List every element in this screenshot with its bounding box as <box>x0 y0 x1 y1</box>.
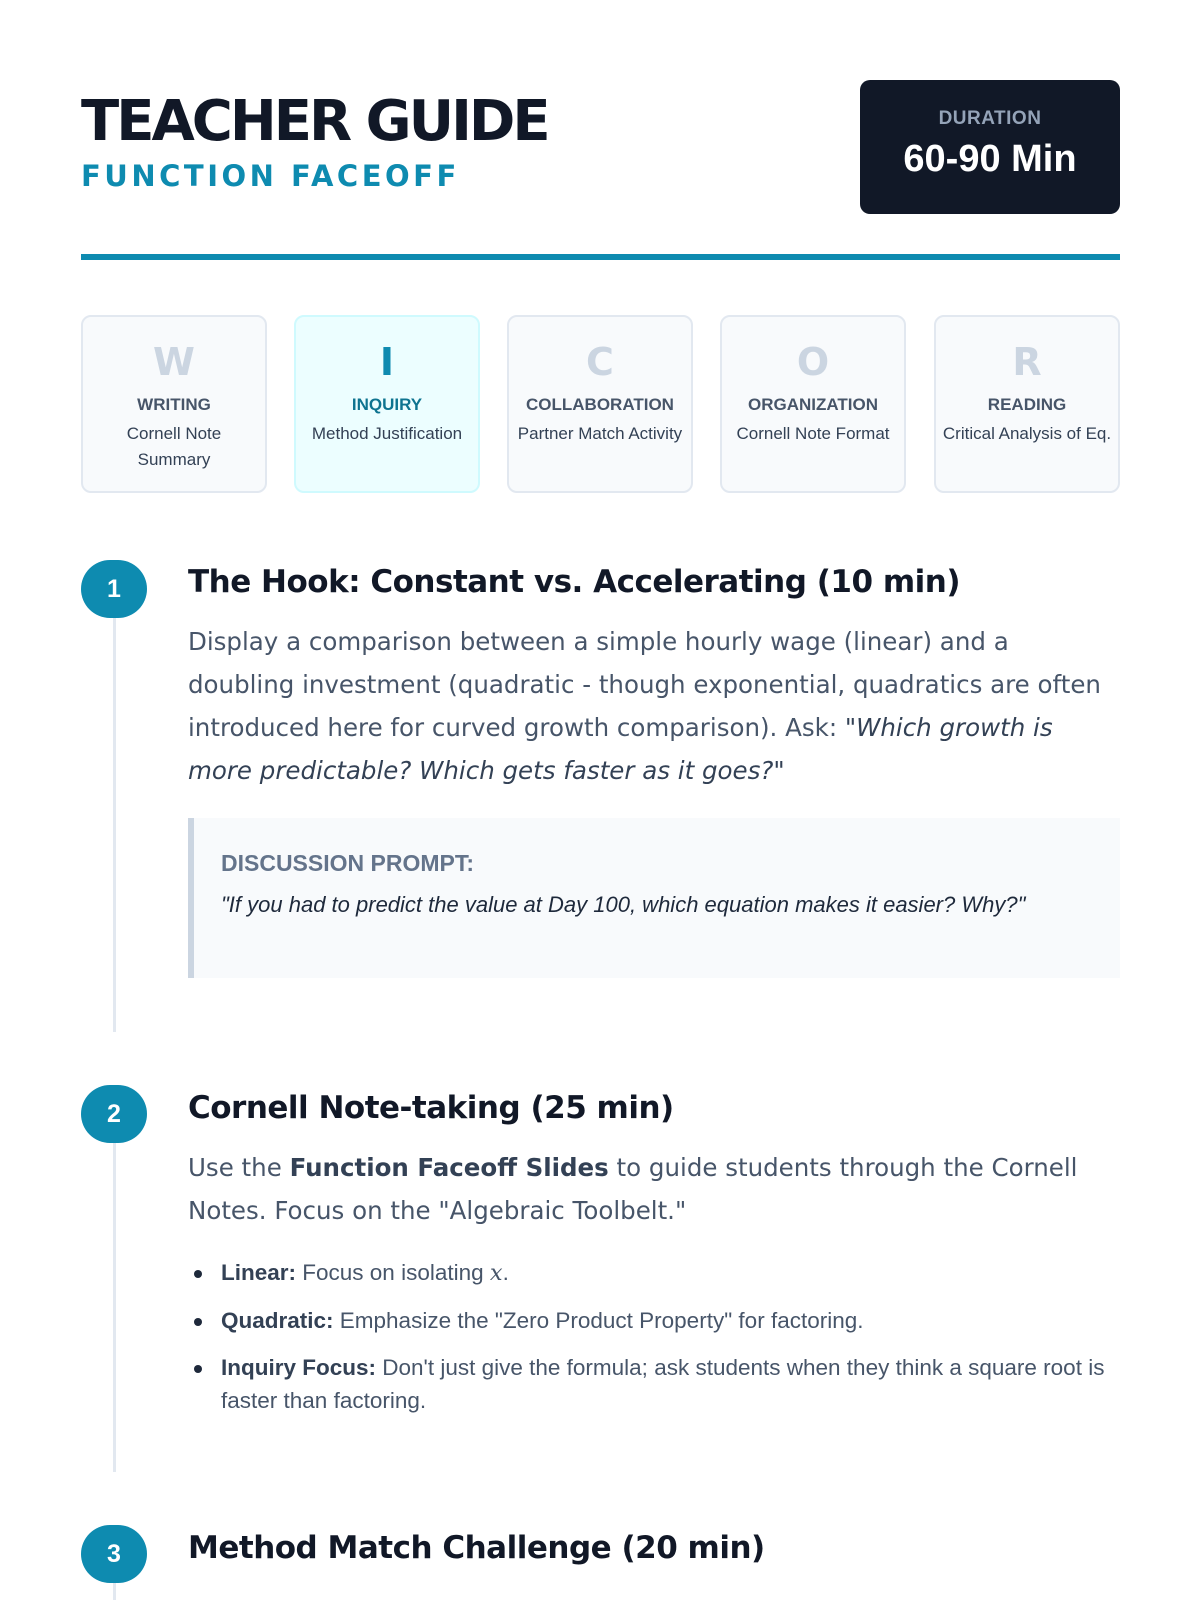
slides-name: Function Faceoff Slides <box>289 1153 609 1182</box>
card-letter: O <box>796 340 830 384</box>
wicor-card-collaboration <box>507 315 693 493</box>
timeline-line <box>113 1582 116 1600</box>
step-body <box>188 620 1120 792</box>
bullet-text: Focus on isolating <box>296 1260 490 1285</box>
guide-header <box>81 80 1120 214</box>
step-number-badge: 2 <box>81 1085 147 1143</box>
duration-value: 60-90 Min <box>903 138 1077 180</box>
timeline-line <box>113 1142 116 1472</box>
header-divider <box>81 254 1120 260</box>
step-body-text: Display a comparison between a simple hourly wage (linear) and a doubling investment (quadratic - though exponential, quadratics are often introduced here for curved growth comparison). Ask: <box>188 627 1101 742</box>
list-item <box>188 1351 1120 1417</box>
wicor-card-organization <box>720 315 906 493</box>
card-desc: Method Justification <box>311 424 463 443</box>
card-desc: Cornell Note Summary <box>126 424 222 469</box>
page-title: TEACHER GUIDE <box>81 89 548 154</box>
bullet-text: Don't just give the formula; ask students when they think a square root is faster than factoring. <box>221 1355 1105 1413</box>
teacher-guide-page <box>81 0 1120 1600</box>
card-name: INQUIRY <box>351 395 423 414</box>
prompt-text: "If you had to predict the value at Day 100, which equation makes it easier? Why?" <box>221 892 1026 917</box>
wicor-card-writing <box>81 315 267 493</box>
wicor-cards <box>81 315 1120 493</box>
card-name: ORGANIZATION <box>747 395 878 414</box>
duration-badge <box>860 80 1120 214</box>
card-name: COLLABORATION <box>526 395 674 414</box>
step-number-badge: 1 <box>81 560 147 618</box>
step-heading: Cornell Note-taking (25 min) <box>188 1090 674 1126</box>
step-body-text: Use the <box>188 1153 290 1182</box>
card-letter: I <box>379 340 395 384</box>
timeline-line <box>113 618 116 1032</box>
step-body <box>188 1146 1120 1232</box>
list-item <box>188 1304 1120 1337</box>
bullet-text-end: . <box>502 1260 509 1285</box>
card-desc: Critical Analysis of Eq. <box>942 424 1112 443</box>
card-letter: C <box>586 340 614 384</box>
wicor-card-inquiry <box>294 315 480 493</box>
step-body-quote: "Which growth is more predictable? Which gets faster as it goes?" <box>188 713 1053 785</box>
step-body-text: to guide students through the Cornell Notes. Focus on the "Algebraic Toolbelt." <box>188 1153 1078 1225</box>
math-variable: x <box>489 1260 503 1286</box>
step-heading: The Hook: Constant vs. Accelerating (10 min) <box>188 564 960 600</box>
page-subtitle: FUNCTION FACEOFF <box>81 159 460 193</box>
card-name: WRITING <box>137 395 211 414</box>
card-letter: R <box>1012 340 1042 384</box>
duration-label: DURATION <box>938 108 1042 129</box>
card-name: READING <box>987 395 1067 414</box>
bullet-label: Linear: <box>221 1260 297 1285</box>
bullet-label: Quadratic: <box>221 1308 334 1333</box>
wicor-card-reading <box>934 315 1120 493</box>
card-desc: Cornell Note Format <box>736 424 890 443</box>
card-letter: W <box>153 340 195 384</box>
step-heading: Method Match Challenge (20 min) <box>188 1530 765 1566</box>
list-item <box>188 1256 1120 1290</box>
card-desc: Partner Match Activity <box>517 424 683 443</box>
discussion-prompt-box <box>188 818 1120 978</box>
bullet-label: Inquiry Focus: <box>221 1355 377 1380</box>
prompt-label: DISCUSSION PROMPT: <box>221 850 475 876</box>
bullet-text: Emphasize the "Zero Product Property" for factoring. <box>333 1308 864 1333</box>
step-number-badge: 3 <box>81 1525 147 1583</box>
bullet-list <box>188 1256 1120 1431</box>
